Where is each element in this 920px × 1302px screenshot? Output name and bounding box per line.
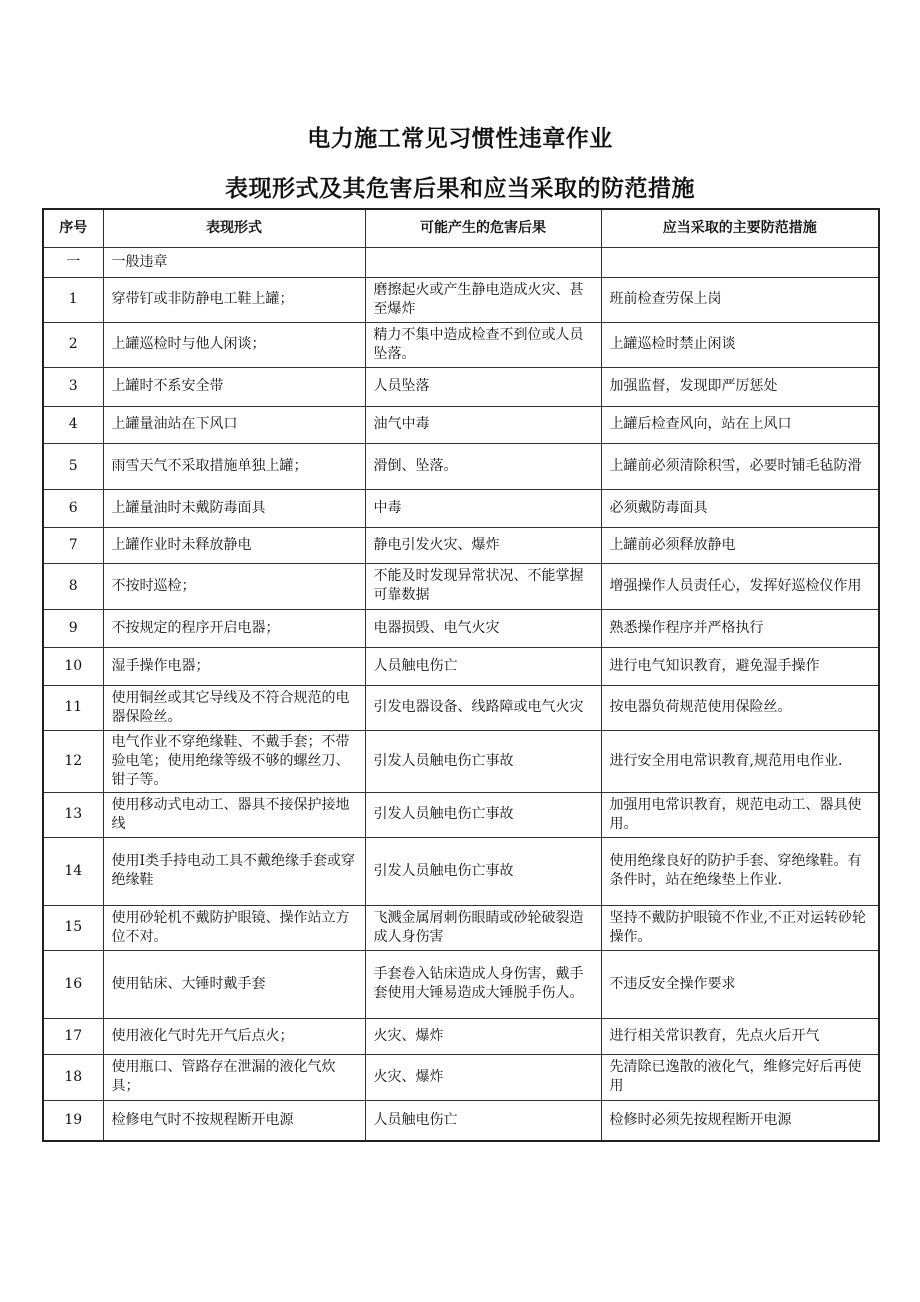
row-consequence: 引发人员触电伤亡事故 [365, 730, 601, 792]
row-consequence: 人员触电伤亡 [365, 1100, 601, 1141]
row-measure: 先清除已逸散的液化气，维修完好后再使用 [601, 1054, 879, 1100]
row-index: 9 [43, 609, 103, 647]
table-row [43, 443, 879, 489]
row-measure: 熟悉操作程序并严格执行 [601, 609, 879, 647]
table-row [43, 406, 879, 443]
row-behavior: 检修电气时不按规程断开电源 [103, 1100, 365, 1141]
header-consequence: 可能产生的危害后果 [365, 209, 601, 247]
row-consequence: 引发人员触电伤亡事故 [365, 792, 601, 837]
row-index: 13 [43, 792, 103, 837]
table-row [43, 792, 879, 837]
row-behavior: 上罐巡检时与他人闲谈； [103, 322, 365, 367]
row-behavior: 上罐时不系安全带 [103, 367, 365, 406]
row-measure: 进行相关常识教育，先点火后开气 [601, 1018, 879, 1054]
row-consequence: 引发人员触电伤亡事故 [365, 837, 601, 905]
table-row [43, 685, 879, 730]
row-consequence: 飞溅金属屑刺伤眼睛或砂轮破裂造成人身伤害 [365, 905, 601, 950]
header-measure: 应当采取的主要防范措施 [601, 209, 879, 247]
table-row [43, 950, 879, 1018]
row-measure: 上罐后检查风向，站在上风口 [601, 406, 879, 443]
row-consequence: 人员触电伤亡 [365, 647, 601, 685]
row-behavior: 使用液化气时先开气后点火； [103, 1018, 365, 1054]
table-row [43, 1018, 879, 1054]
row-measure: 增强操作人员责任心，发挥好巡检仪作用 [601, 563, 879, 609]
table-row [43, 609, 879, 647]
row-measure: 检修时必须先按规程断开电源 [601, 1100, 879, 1141]
row-measure: 班前检查劳保上岗 [601, 277, 879, 322]
table-row [43, 837, 879, 905]
table-row [43, 367, 879, 406]
row-consequence [365, 247, 601, 277]
violations-table [42, 208, 880, 1142]
row-consequence: 精力不集中造成检查不到位或人员坠落。 [365, 322, 601, 367]
table-row [43, 563, 879, 609]
row-index: 3 [43, 367, 103, 406]
row-behavior: 上罐量油站在下风口 [103, 406, 365, 443]
row-index: 17 [43, 1018, 103, 1054]
row-index: 15 [43, 905, 103, 950]
row-measure: 不违反安全操作要求 [601, 950, 879, 1018]
table-body [43, 247, 879, 1141]
row-measure: 加强用电常识教育，规范电动工、器具使用。 [601, 792, 879, 837]
title-line-1: 电力施工常见习惯性违章作业 [307, 126, 613, 152]
row-measure: 必须戴防毒面具 [601, 489, 879, 527]
row-index: 一 [43, 247, 103, 277]
row-index: 16 [43, 950, 103, 1018]
row-index: 4 [43, 406, 103, 443]
row-behavior: 使用铜丝或其它导线及不符合规范的电器保险丝。 [103, 685, 365, 730]
row-measure: 上罐前必须释放静电 [601, 527, 879, 563]
row-behavior: 使用Ⅰ类手持电动工具不戴绝缘手套或穿绝缘鞋 [103, 837, 365, 905]
row-index: 11 [43, 685, 103, 730]
row-index: 2 [43, 322, 103, 367]
row-index: 18 [43, 1054, 103, 1100]
table-row [43, 730, 879, 792]
table-row [43, 527, 879, 563]
row-consequence: 手套卷入钻床造成人身伤害，戴手套使用大锤易造成大锤脱手伤人。 [365, 950, 601, 1018]
row-behavior: 上罐作业时未释放静电 [103, 527, 365, 563]
row-behavior: 雨雪天气不采取措施单独上罐； [103, 443, 365, 489]
row-measure: 使用绝缘良好的防护手套、穿绝缘鞋。有条件时，站在绝缘垫上作业. [601, 837, 879, 905]
table-header-row [43, 209, 879, 247]
row-consequence: 火灾、爆炸 [365, 1018, 601, 1054]
row-consequence: 油气中毒 [365, 406, 601, 443]
row-index: 19 [43, 1100, 103, 1141]
row-index: 6 [43, 489, 103, 527]
row-behavior: 一般违章 [103, 247, 365, 277]
table-row [43, 322, 879, 367]
row-consequence: 火灾、爆炸 [365, 1054, 601, 1100]
row-behavior: 不按时巡检； [103, 563, 365, 609]
row-measure: 进行安全用电常识教育,规范用电作业. [601, 730, 879, 792]
row-index: 5 [43, 443, 103, 489]
row-measure: 加强监督，发现即严厉惩处 [601, 367, 879, 406]
header-index: 序号 [43, 209, 103, 247]
row-consequence: 中毒 [365, 489, 601, 527]
row-measure [601, 247, 879, 277]
row-behavior: 使用移动式电动工、器具不接保护接地线 [103, 792, 365, 837]
row-measure: 进行电气知识教育，避免湿手操作 [601, 647, 879, 685]
row-consequence: 不能及时发现异常状况、不能掌握可靠数据 [365, 563, 601, 609]
table-row [43, 1054, 879, 1100]
row-consequence: 滑倒、坠落。 [365, 443, 601, 489]
row-measure: 上罐前必须清除积雪，必要时铺毛毡防滑 [601, 443, 879, 489]
row-behavior: 湿手操作电器； [103, 647, 365, 685]
row-index: 14 [43, 837, 103, 905]
header-behavior: 表现形式 [103, 209, 365, 247]
row-measure: 上罐巡检时禁止闲谈 [601, 322, 879, 367]
row-behavior: 穿带钉或非防静电工鞋上罐； [103, 277, 365, 322]
row-behavior: 使用钻床、大锤时戴手套 [103, 950, 365, 1018]
row-behavior: 上罐量油时未戴防毒面具 [103, 489, 365, 527]
row-consequence: 引发电器设备、线路障或电气火灾 [365, 685, 601, 730]
row-measure: 坚持不戴防护眼镜不作业,不正对运转砂轮操作。 [601, 905, 879, 950]
table-row [43, 1100, 879, 1141]
row-index: 10 [43, 647, 103, 685]
table-row [43, 277, 879, 322]
table-row [43, 905, 879, 950]
row-behavior: 使用瓶口、管路存在泄漏的液化气炊具； [103, 1054, 365, 1100]
row-consequence: 人员坠落 [365, 367, 601, 406]
row-behavior: 使用砂轮机不戴防护眼镜、操作站立方位不对。 [103, 905, 365, 950]
row-measure: 按电器负荷规范使用保险丝。 [601, 685, 879, 730]
row-consequence: 静电引发火灾、爆炸 [365, 527, 601, 563]
row-index: 1 [43, 277, 103, 322]
title-line-2: 表现形式及其危害后果和应当采取的防范措施 [225, 176, 695, 202]
row-behavior: 电气作业不穿绝缘鞋、不戴手套；不带验电笔；使用绝缘等级不够的螺丝刀、钳子等。 [103, 730, 365, 792]
table-row [43, 247, 879, 277]
row-index: 8 [43, 563, 103, 609]
row-index: 12 [43, 730, 103, 792]
table-row [43, 489, 879, 527]
row-behavior: 不按规定的程序开启电器； [103, 609, 365, 647]
row-consequence: 磨擦起火或产生静电造成火灾、甚至爆炸 [365, 277, 601, 322]
row-index: 7 [43, 527, 103, 563]
row-consequence: 电器损毁、电气火灾 [365, 609, 601, 647]
table-row [43, 647, 879, 685]
